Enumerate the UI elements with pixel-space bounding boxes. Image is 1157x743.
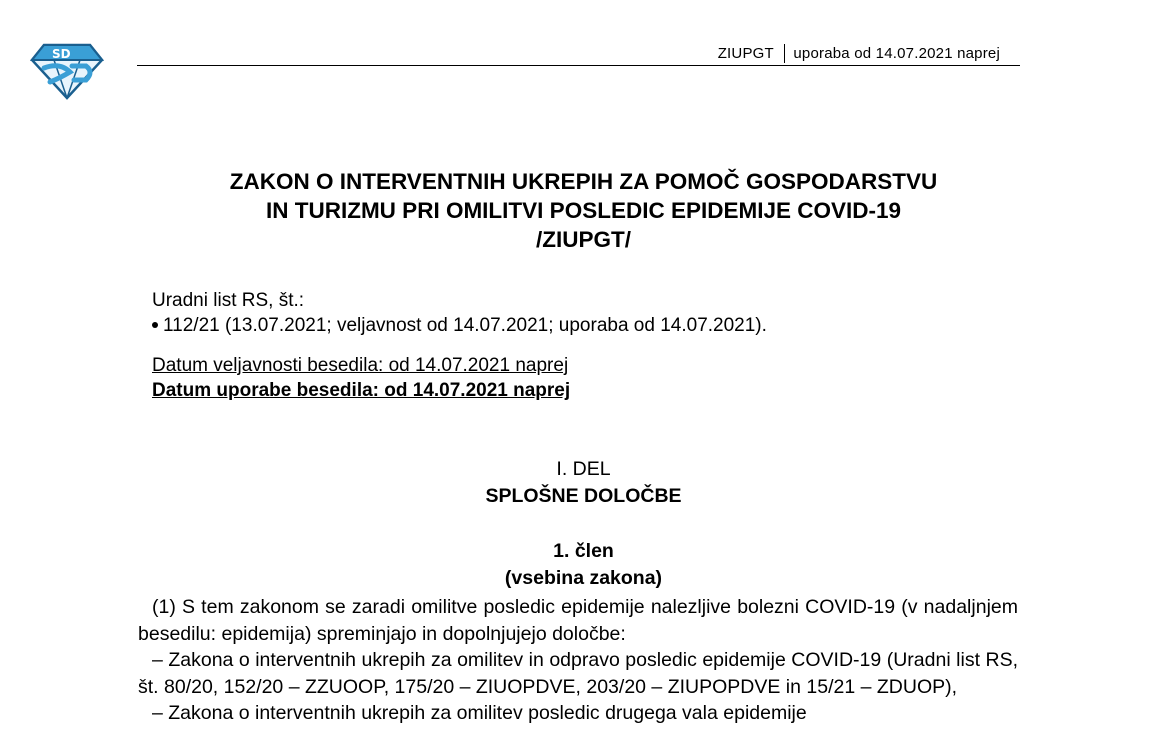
header-separator	[784, 44, 786, 63]
text-dates	[152, 353, 570, 403]
bullet-icon	[152, 322, 158, 328]
article-body	[138, 594, 1018, 727]
paragraph: – Zakona o interventnih ukrepih za omilitev posledic drugega vala epidemije	[152, 702, 807, 724]
header-info	[718, 44, 1000, 63]
article-number: 1. člen	[553, 540, 614, 562]
gazette-label: Uradni list RS, št.:	[152, 290, 305, 311]
gazette-entry	[152, 313, 767, 338]
part-number: I. DEL	[556, 458, 611, 480]
logo-text: SD	[52, 47, 71, 61]
sd-diamond-logo-icon	[30, 42, 104, 100]
validity-date: Datum veljavnosti besedila: od 14.07.2021 naprej	[152, 355, 569, 376]
document-title	[137, 167, 1030, 254]
application-date: Datum uporabe besedila: od 14.07.2021 naprej	[152, 380, 571, 401]
gazette-entry-text: 112/21 (13.07.2021; veljavnost od 14.07.2021; uporaba od 14.07.2021).	[163, 315, 767, 336]
title-abbreviation: /ZIUPGT/	[536, 227, 631, 252]
title-line-1: ZAKON O INTERVENTNIH UKREPIH ZA POMOČ GOSPODARSTVU	[229, 169, 938, 194]
official-gazette	[152, 288, 767, 338]
paragraph: – Zakona o interventnih ukrepih za omilitev in odpravo posledic epidemije COVID-19 (Uradni list RS, št. 80/20, 152/20 – ZZUOOP, 175/20 – ZIUOPDVE, 203/20 – ZIUPOPDVE in 15/21 – ZDUOP),	[138, 649, 1018, 698]
header-code: ZIUPGT	[717, 45, 774, 62]
paragraph: (1) S tem zakonom se zaradi omilitve posledic epidemije nalezljive bolezni COVID-19 (v nadaljnjem besedilu: epidemija) spreminjajo in dopolnjujejo določbe:	[138, 596, 1018, 645]
part-name: SPLOŠNE DOLOČBE	[485, 485, 682, 507]
title-line-2: IN TURIZMU PRI OMILITVI POSLEDIC EPIDEMIJE COVID-19	[265, 198, 902, 223]
header-validity: uporaba od 14.07.2021 naprej	[793, 45, 1000, 62]
page-header	[137, 44, 1020, 66]
article-title: (vsebina zakona)	[504, 567, 663, 589]
